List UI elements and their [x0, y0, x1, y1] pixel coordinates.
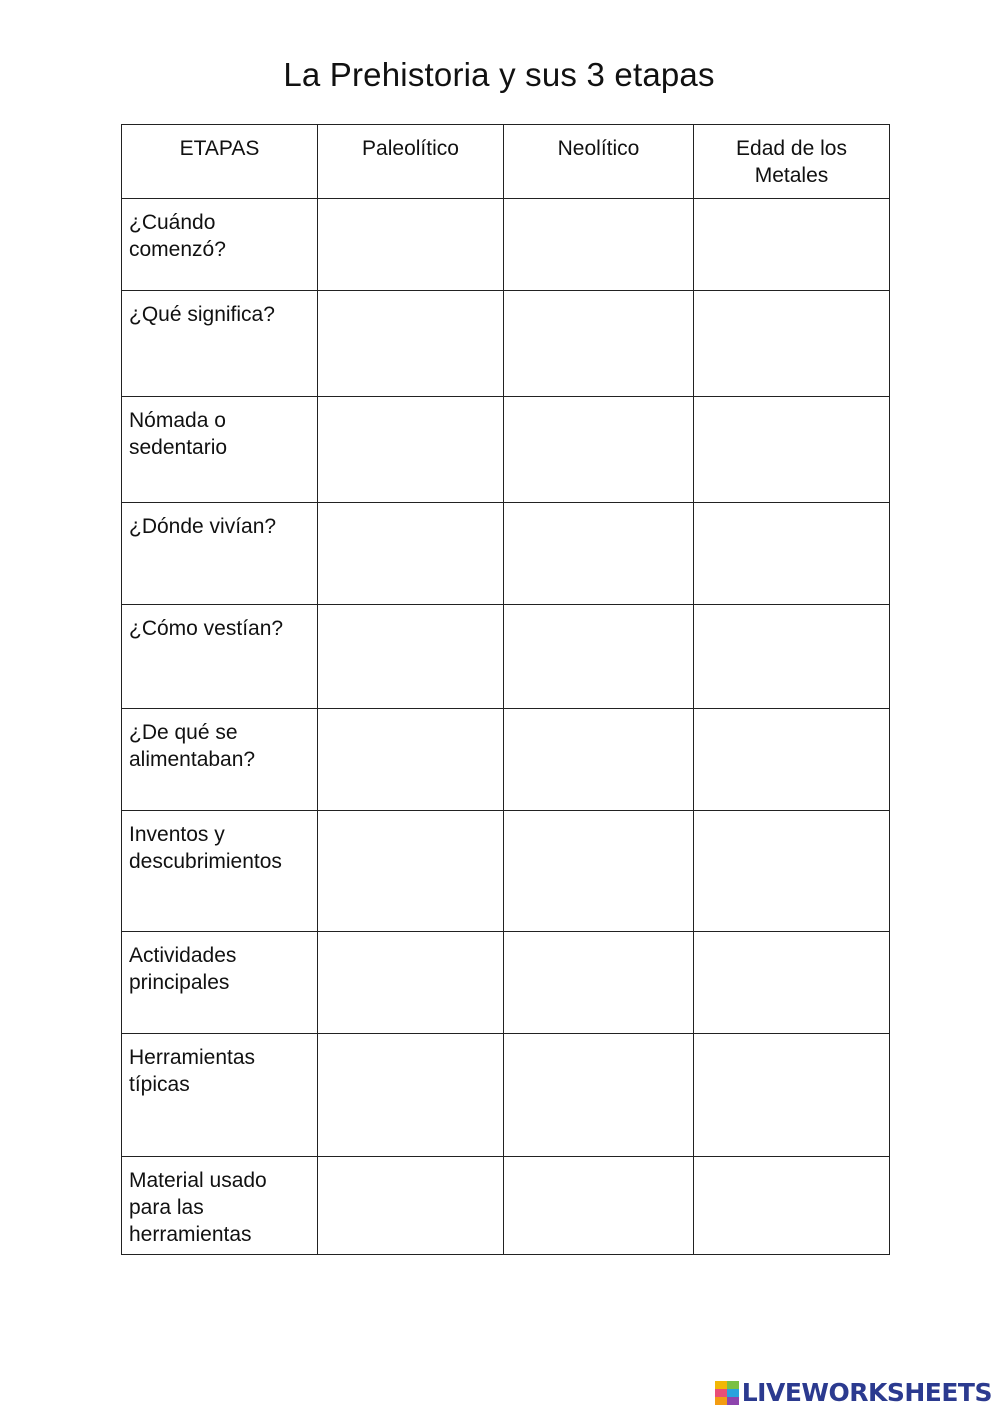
answer-cell-paleolitico[interactable]: [318, 291, 504, 397]
answer-cell-neolitico[interactable]: [504, 397, 694, 503]
row-label: Nómada o sedentario: [122, 397, 318, 503]
liveworksheets-brand: [715, 1378, 992, 1407]
answer-cell-neolitico[interactable]: [504, 291, 694, 397]
table-row-de-que-se-alimentaban: [122, 709, 890, 811]
answer-cell-neolitico[interactable]: [504, 709, 694, 811]
answer-cell-paleolitico[interactable]: [318, 199, 504, 291]
answer-cell-edad-metales[interactable]: [694, 709, 890, 811]
logo-block: [715, 1389, 727, 1397]
answer-cell-paleolitico[interactable]: [318, 397, 504, 503]
logo-block: [727, 1389, 739, 1397]
answer-cell-neolitico[interactable]: [504, 199, 694, 291]
answer-cell-paleolitico[interactable]: [318, 709, 504, 811]
answer-cell-paleolitico[interactable]: [318, 605, 504, 709]
column-header-etapas: ETAPAS: [122, 125, 318, 199]
answer-cell-neolitico[interactable]: [504, 1157, 694, 1255]
column-header-neolitico: Neolítico: [504, 125, 694, 199]
answer-cell-edad-metales[interactable]: [694, 397, 890, 503]
logo-block: [727, 1397, 739, 1405]
table-row-actividades-principales: [122, 932, 890, 1034]
table-row-donde-vivian: [122, 503, 890, 605]
row-label: Material usado para las herramientas: [122, 1157, 318, 1255]
column-header-edad-metales: Edad de los Metales: [694, 125, 890, 199]
row-label: Inventos y descubrimientos: [122, 811, 318, 932]
answer-cell-edad-metales[interactable]: [694, 1034, 890, 1157]
row-label: ¿De qué se alimentaban?: [122, 709, 318, 811]
answer-cell-paleolitico[interactable]: [318, 811, 504, 932]
answer-cell-edad-metales[interactable]: [694, 811, 890, 932]
page-title: La Prehistoria y sus 3 etapas: [283, 56, 715, 93]
answer-cell-edad-metales[interactable]: [694, 932, 890, 1034]
table-row-cuando-comenzo: [122, 199, 890, 291]
answer-cell-edad-metales[interactable]: [694, 291, 890, 397]
row-label: Herramientas típicas: [122, 1034, 318, 1157]
brand-text: LIVEWORKSHEETS: [741, 1378, 992, 1407]
prehistory-table: [121, 124, 890, 1255]
answer-cell-neolitico[interactable]: [504, 503, 694, 605]
table-header-row: [122, 125, 890, 199]
row-label: ¿Qué significa?: [122, 291, 318, 397]
answer-cell-neolitico[interactable]: [504, 811, 694, 932]
answer-cell-neolitico[interactable]: [504, 932, 694, 1034]
answer-cell-neolitico[interactable]: [504, 1034, 694, 1157]
logo-block: [715, 1397, 727, 1405]
answer-cell-paleolitico[interactable]: [318, 503, 504, 605]
row-label: ¿Dónde vivían?: [122, 503, 318, 605]
row-label: ¿Cómo vestían?: [122, 605, 318, 709]
logo-block: [715, 1381, 727, 1389]
answer-cell-paleolitico[interactable]: [318, 1034, 504, 1157]
answer-cell-paleolitico[interactable]: [318, 1157, 504, 1255]
row-label: Actividades principales: [122, 932, 318, 1034]
answer-cell-edad-metales[interactable]: [694, 605, 890, 709]
answer-cell-edad-metales[interactable]: [694, 1157, 890, 1255]
answer-cell-edad-metales[interactable]: [694, 199, 890, 291]
answer-cell-neolitico[interactable]: [504, 605, 694, 709]
column-header-paleolitico: Paleolítico: [318, 125, 504, 199]
table-row-que-significa: [122, 291, 890, 397]
table-row-como-vestian: [122, 605, 890, 709]
row-label: ¿Cuándo comenzó?: [122, 199, 318, 291]
answer-cell-paleolitico[interactable]: [318, 932, 504, 1034]
table-row-material-herramientas: [122, 1157, 890, 1255]
table-row-inventos-descubrimientos: [122, 811, 890, 932]
table-row-herramientas-tipicas: [122, 1034, 890, 1157]
liveworksheets-logo-icon: [715, 1381, 739, 1405]
table-row-nomada-sedentario: [122, 397, 890, 503]
logo-block: [727, 1381, 739, 1389]
answer-cell-edad-metales[interactable]: [694, 503, 890, 605]
